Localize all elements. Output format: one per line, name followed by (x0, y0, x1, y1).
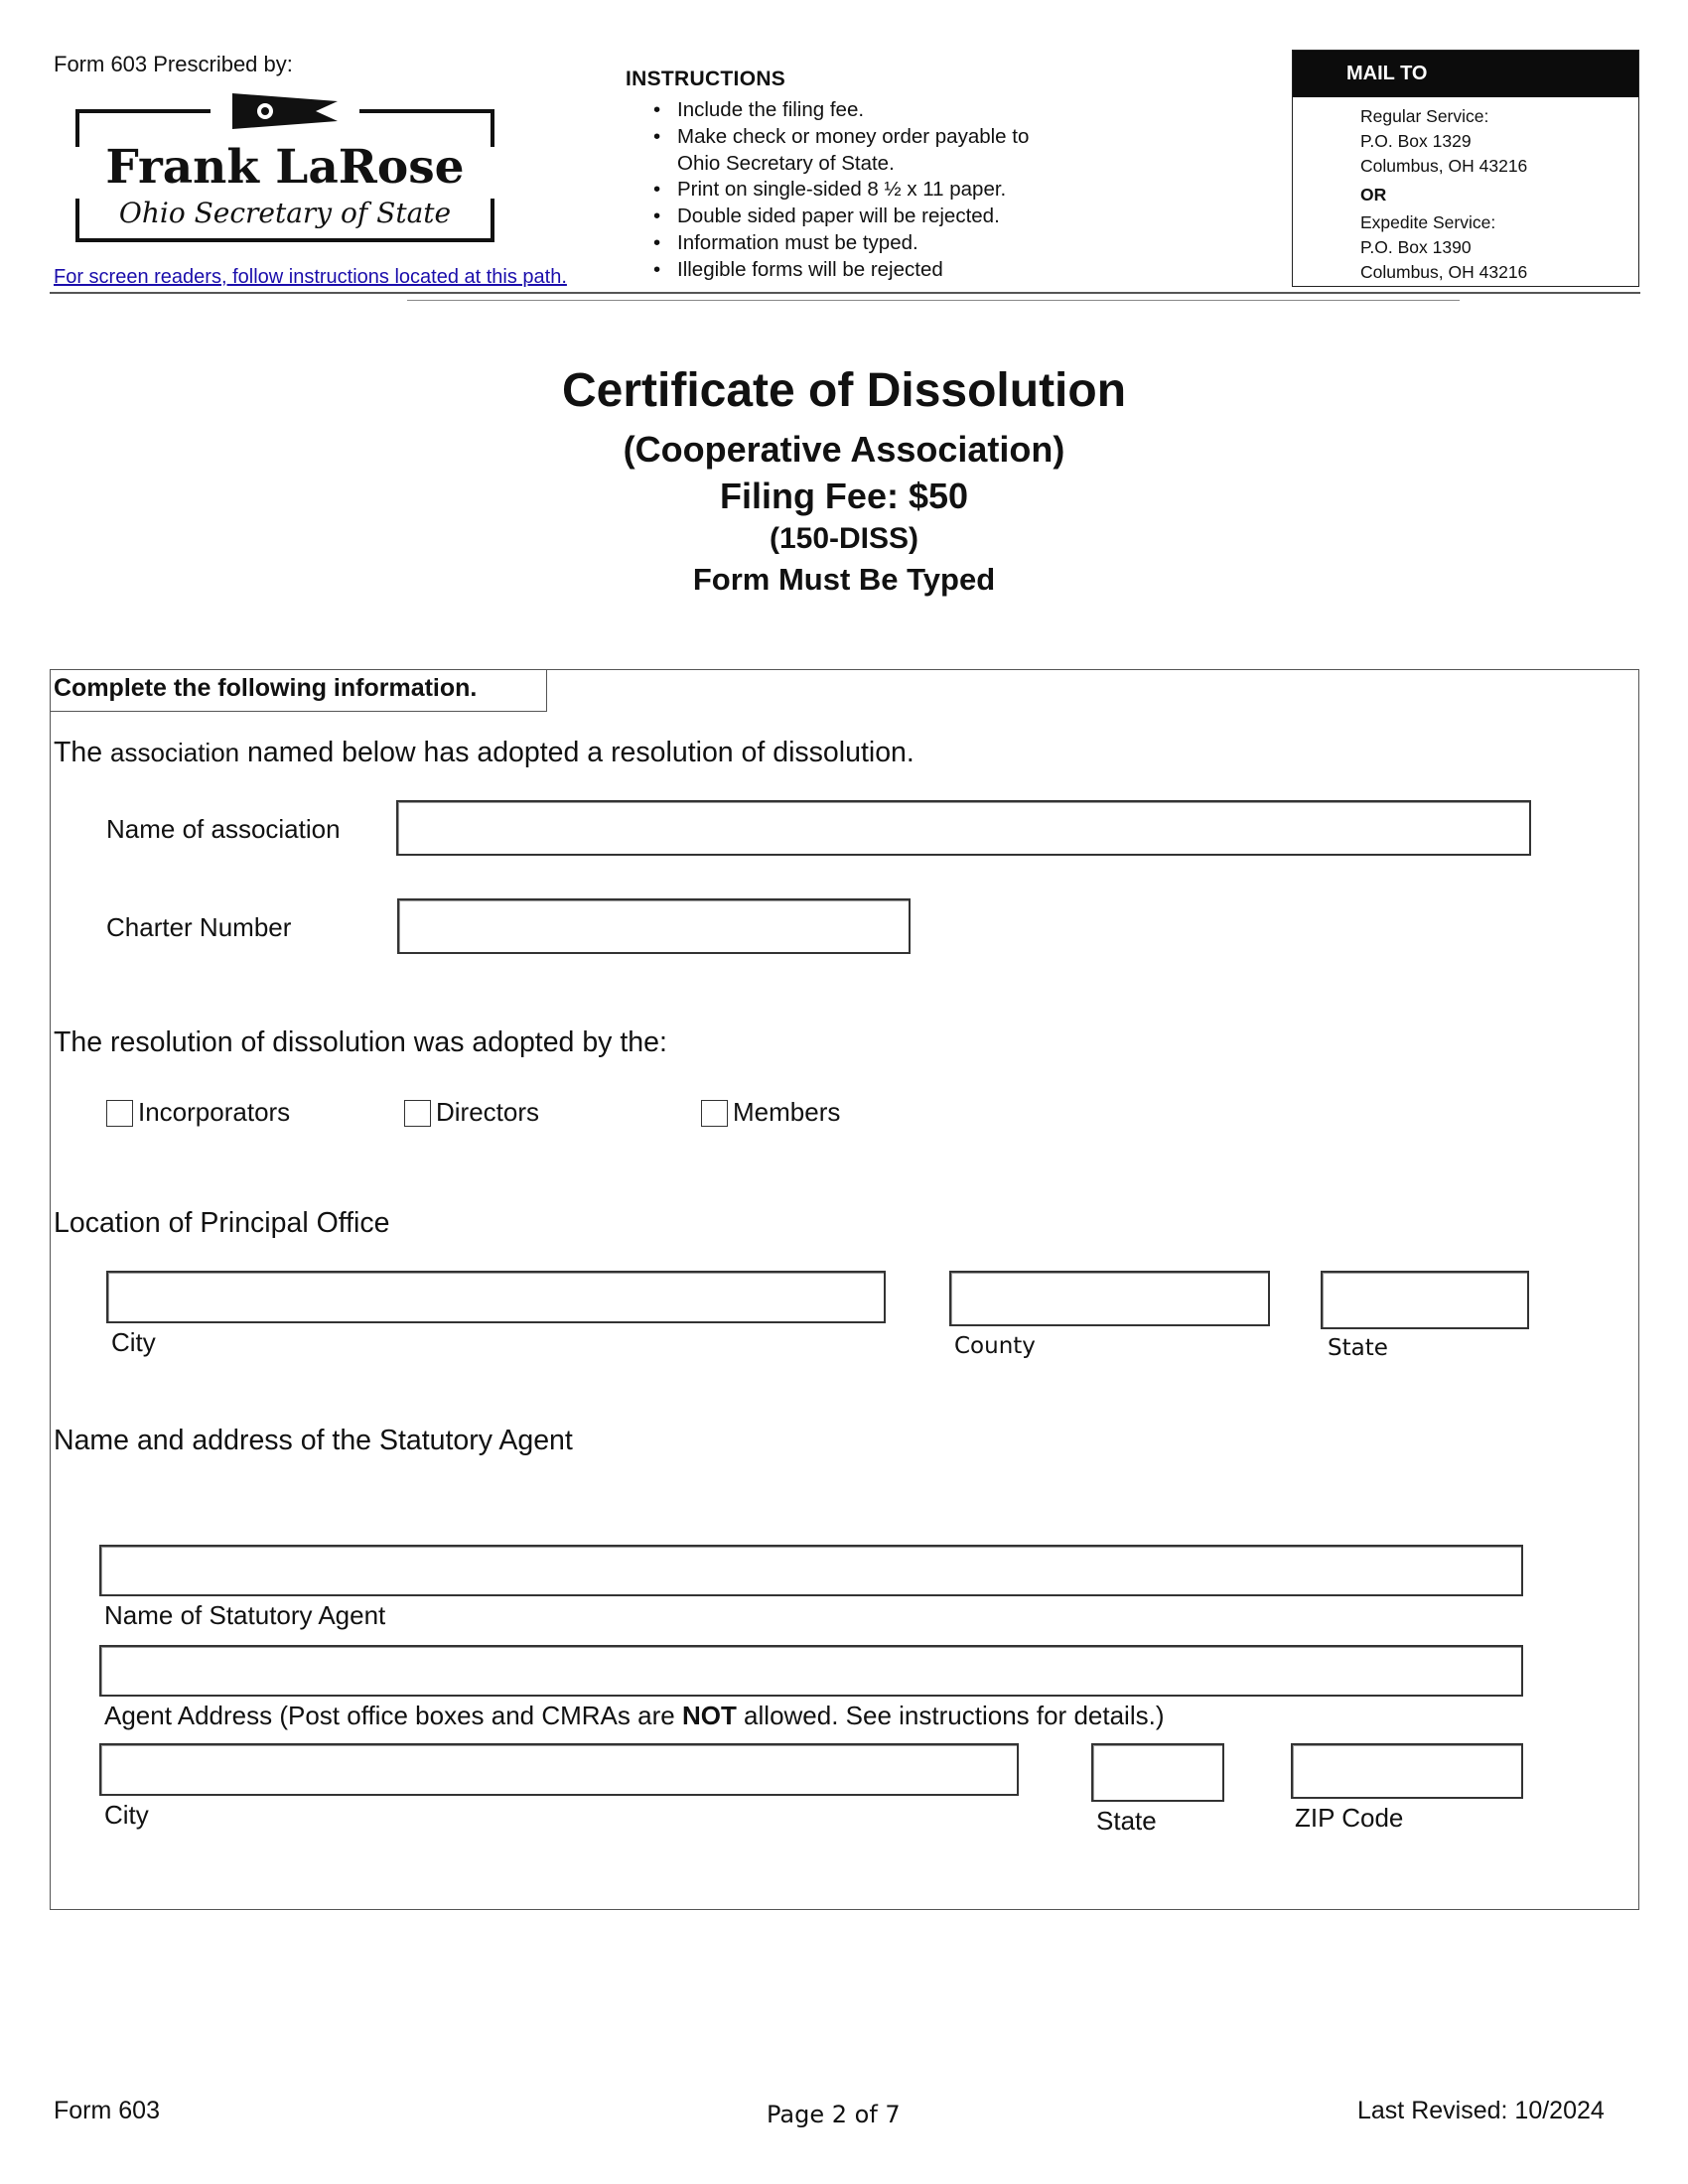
location-title: Location of Principal Office (54, 1207, 390, 1239)
office-city-label: City (111, 1327, 156, 1357)
form-title: Certificate of Dissolution (561, 364, 1127, 417)
mail-to-addresses (1360, 104, 1527, 285)
header-divider (50, 292, 1640, 294)
form-code: (150-DISS) (769, 522, 919, 555)
filing-fee: Filing Fee: $50 (719, 476, 969, 516)
directors-checkbox[interactable] (404, 1100, 431, 1127)
association-name-label: Name of association (106, 814, 341, 844)
instruction-item: Ohio Secretary of State. (677, 151, 895, 175)
agent-city-field[interactable] (99, 1743, 1019, 1796)
expedite-city: Columbus, OH 43216 (1360, 262, 1528, 282)
agent-city-label: City (104, 1800, 149, 1830)
instructions-title: INSTRUCTIONS (626, 68, 786, 90)
footer-page-number: Page 2 of 7 (767, 2101, 901, 2128)
office-county-label: County (954, 1333, 1036, 1359)
expedite-service-label: Expedite Service: (1360, 212, 1496, 232)
agent-name-field[interactable] (99, 1545, 1523, 1596)
regular-po-box: P.O. Box 1329 (1360, 131, 1472, 151)
intro-pre: The (54, 737, 103, 768)
intro-mid: association (110, 738, 240, 767)
agent-zip-label: ZIP Code (1295, 1803, 1404, 1833)
instruction-item: • Illegible forms will be rejected (653, 257, 1029, 284)
charter-number-label: Charter Number (106, 912, 292, 942)
complete-info-label: Complete the following information. (50, 669, 547, 712)
secretary-of-state-logo (71, 91, 498, 250)
prescribed-by: Form 603 Prescribed by: (54, 52, 293, 76)
directors-label: Directors (436, 1097, 540, 1127)
instructions-list (653, 97, 1029, 284)
form-subtitle: (Cooperative Association) (623, 429, 1065, 470)
screen-reader-link[interactable]: For screen readers, follow instructions located at this path. (54, 266, 567, 288)
or-label: OR (1360, 185, 1387, 205)
members-label: Members (733, 1097, 841, 1127)
footer-form-number: Form 603 (54, 2097, 160, 2124)
ohio-flag-icon (232, 93, 338, 129)
agent-address-field[interactable] (99, 1645, 1523, 1697)
instruction-item: • Include the filing fee. (653, 97, 1029, 124)
statutory-agent-title: Name and address of the Statutory Agent (54, 1425, 573, 1456)
agent-address-label (104, 1701, 1164, 1731)
header-divider-sub (407, 300, 1460, 301)
intro-text (54, 737, 914, 769)
adopted-by-text: The resolution of dissolution was adopted by the: (54, 1026, 667, 1058)
agent-address-not: NOT (681, 1701, 737, 1730)
expedite-po-box: P.O. Box 1390 (1360, 237, 1472, 257)
logo-subtitle: Ohio Secretary of State (118, 197, 452, 229)
logo-name: Frank LaRose (105, 140, 465, 195)
regular-service-label: Regular Service: (1360, 106, 1489, 126)
agent-name-label: Name of Statutory Agent (104, 1600, 386, 1630)
agent-state-label: State (1096, 1806, 1157, 1836)
instruction-item: • Double sided paper will be rejected. (653, 204, 1029, 230)
charter-number-field[interactable] (397, 898, 911, 954)
members-checkbox[interactable] (701, 1100, 728, 1127)
office-state-label: State (1328, 1335, 1388, 1361)
incorporators-label: Incorporators (138, 1097, 291, 1127)
mail-to-title: MAIL TO (1293, 51, 1638, 97)
regular-city: Columbus, OH 43216 (1360, 156, 1528, 176)
mail-to-box (1292, 50, 1639, 287)
agent-zip-field[interactable] (1291, 1743, 1523, 1799)
incorporators-checkbox[interactable] (106, 1100, 133, 1127)
office-state-field[interactable] (1321, 1271, 1529, 1329)
association-name-field[interactable] (396, 800, 1531, 856)
agent-address-pre: Agent Address (Post office boxes and CMRAs are (104, 1701, 682, 1730)
intro-post: named below has adopted a resolution of dissolution. (247, 737, 914, 768)
instruction-item: • Make check or money order payable to (653, 124, 1029, 151)
office-city-field[interactable] (106, 1271, 886, 1323)
typed-note: Form Must Be Typed (692, 562, 996, 597)
footer-last-revised: Last Revised: 10/2024 (1357, 2097, 1605, 2124)
office-county-field[interactable] (949, 1271, 1270, 1326)
agent-address-post: allowed. See instructions for details.) (736, 1701, 1165, 1730)
instruction-item: • Print on single-sided 8 ½ x 11 paper. (653, 177, 1029, 204)
agent-state-field[interactable] (1091, 1743, 1224, 1802)
instruction-item: • Information must be typed. (653, 230, 1029, 257)
